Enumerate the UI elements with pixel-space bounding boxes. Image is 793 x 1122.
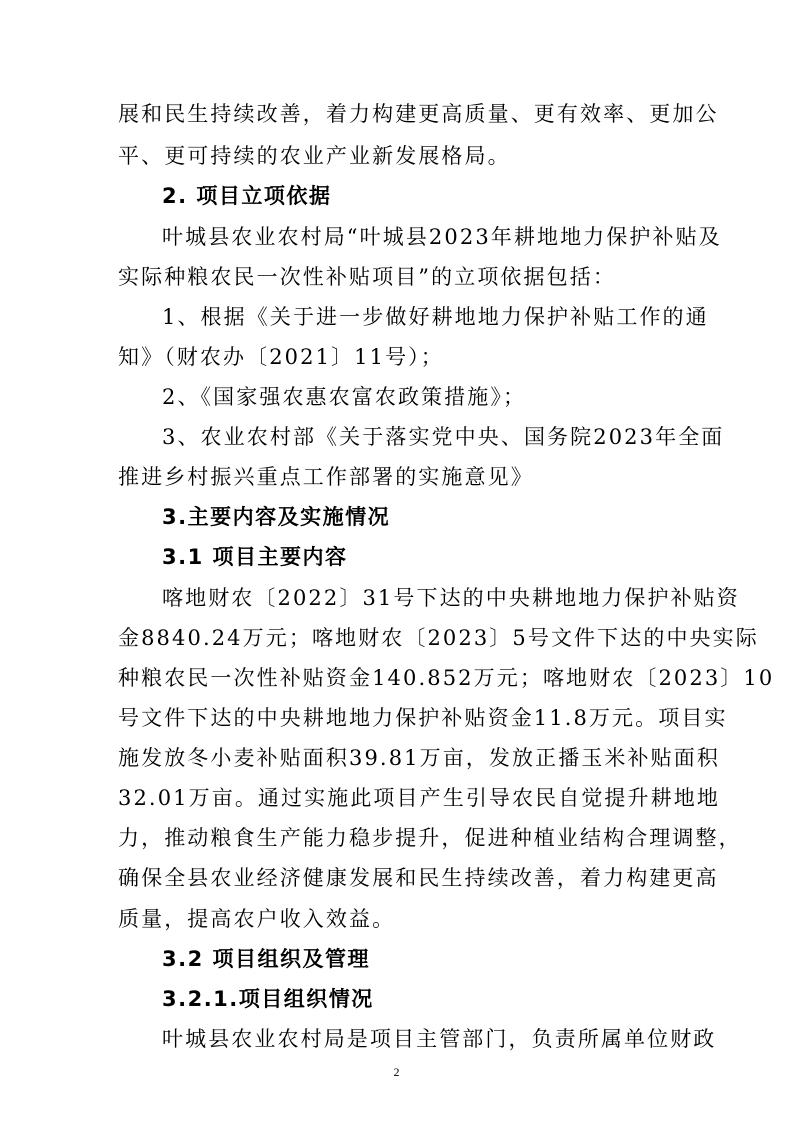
paragraph-line: 号文件下达的中央耕地地力保护补贴资金11.8万元。项目实 bbox=[118, 706, 728, 730]
section-heading: 3.主要内容及实施情况 bbox=[162, 505, 391, 529]
paragraph-line: 确保全县农业经济健康发展和民生持续改善，着力构建更高 bbox=[118, 866, 719, 890]
page-number: 2 bbox=[393, 1065, 400, 1079]
paragraph-line: 32.01万亩。通过实施此项目产生引导农民自觉提升耕地地 bbox=[118, 786, 720, 810]
paragraph-line: 展和民生持续改善，着力构建更高质量、更有效率、更加公 bbox=[118, 102, 719, 126]
section-heading: 2. 项目立项依据 bbox=[162, 184, 332, 208]
list-item: 2、《国家强农惠农富农政策措施》； bbox=[162, 385, 527, 409]
paragraph-line: 质量，提高农户收入效益。 bbox=[118, 907, 396, 931]
paragraph-line: 叶城县农业农村局“叶城县2023年耕地地力保护补贴及 bbox=[162, 225, 722, 249]
paragraph-line: 平、更可持续的农业产业新发展格局。 bbox=[118, 144, 511, 168]
paragraph-line: 力，推动粮食生产能力稳步提升，促进种植业结构合理调整， bbox=[118, 826, 742, 850]
list-item-continuation: 知》（财农办〔2021〕11号）； bbox=[118, 345, 444, 369]
paragraph-line: 实际种粮农民一次性补贴项目”的立项依据包括： bbox=[118, 265, 616, 289]
subsection-heading: 3.1 项目主要内容 bbox=[162, 545, 348, 569]
subsection-heading: 3.2 项目组织及管理 bbox=[162, 947, 371, 971]
paragraph-line: 施发放冬小麦补贴面积39.81万亩，发放正播玉米补贴面积 bbox=[118, 746, 720, 770]
list-item: 1、根据《关于进一步做好耕地地力保护补贴工作的通 bbox=[162, 305, 709, 329]
paragraph-line: 种粮农民一次性补贴资金140.852万元；喀地财农〔2023〕10 bbox=[118, 666, 775, 690]
list-item: 3、农业农村部《关于落实党中央、国务院2023年全面 bbox=[162, 425, 725, 449]
paragraph-line: 金8840.24万元；喀地财农〔2023〕5号文件下达的中央实际 bbox=[118, 626, 759, 650]
subsubsection-heading: 3.2.1.项目组织情况 bbox=[162, 987, 374, 1011]
paragraph-line: 喀地财农〔2022〕31号下达的中央耕地地力保护补贴资 bbox=[162, 586, 740, 610]
list-item-continuation: 推进乡村振兴重点工作部署的实施意见》 bbox=[118, 465, 534, 489]
paragraph-line: 叶城县农业农村局是项目主管部门，负责所属单位财政 bbox=[162, 1027, 717, 1051]
